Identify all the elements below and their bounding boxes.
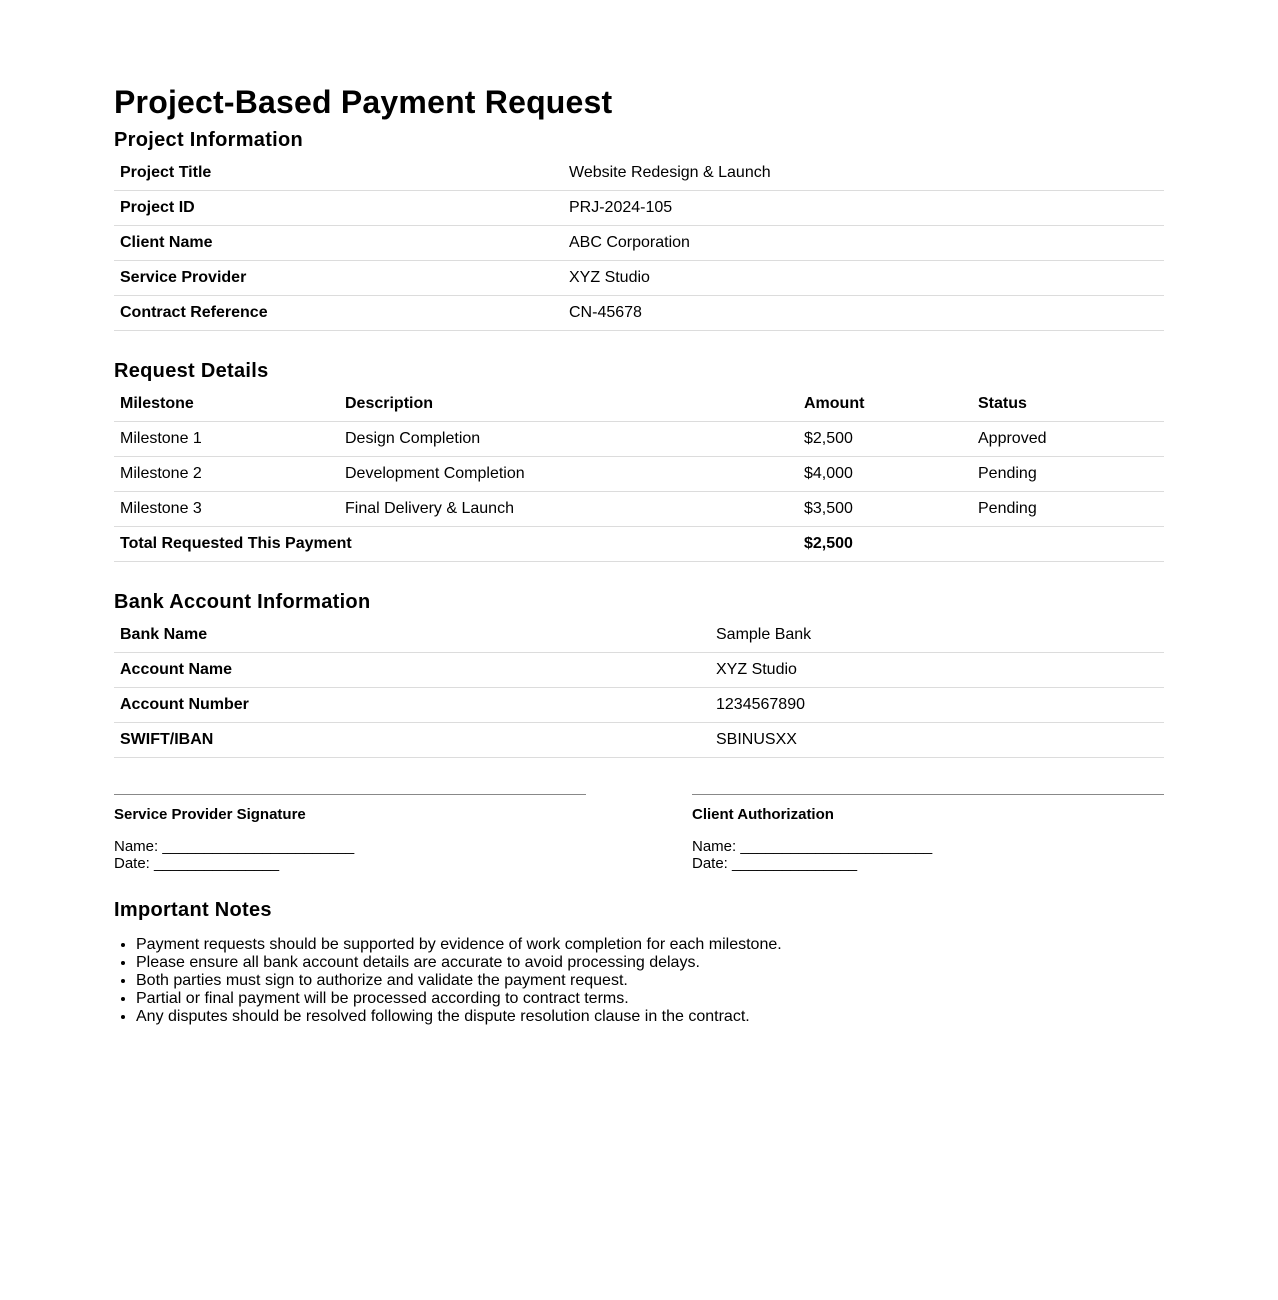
client-name-label: Client Name bbox=[114, 226, 563, 261]
notes-list bbox=[114, 936, 1164, 1026]
total-label: Total Requested This Payment bbox=[114, 527, 798, 562]
total-status-empty bbox=[972, 527, 1164, 562]
project-info-table bbox=[114, 156, 1164, 331]
description-cell: Design Completion bbox=[339, 422, 798, 457]
table-row bbox=[114, 296, 1164, 331]
column-header-status: Status bbox=[972, 387, 1164, 422]
bank-info-heading: Bank Account Information bbox=[114, 591, 371, 613]
provider-signature-title: Service Provider Signature bbox=[114, 806, 306, 823]
table-header-row bbox=[114, 387, 1164, 422]
request-details-heading: Request Details bbox=[114, 360, 269, 382]
bank-name-value: Sample Bank bbox=[710, 618, 1164, 653]
project-id-value: PRJ-2024-105 bbox=[563, 191, 1164, 226]
milestone-cell: Milestone 1 bbox=[114, 422, 339, 457]
status-cell: Pending bbox=[972, 492, 1164, 527]
milestone-cell: Milestone 2 bbox=[114, 457, 339, 492]
project-id-label: Project ID bbox=[114, 191, 563, 226]
table-row bbox=[114, 653, 1164, 688]
table-row bbox=[114, 457, 1164, 492]
swift-iban-value: SBINUSXX bbox=[710, 723, 1164, 758]
service-provider-label: Service Provider bbox=[114, 261, 563, 296]
account-name-label: Account Name bbox=[114, 653, 710, 688]
table-row bbox=[114, 492, 1164, 527]
provider-date-line: Date: _______________ bbox=[114, 855, 280, 872]
signature-section bbox=[114, 794, 1164, 872]
table-row bbox=[114, 261, 1164, 296]
request-details-table bbox=[114, 387, 1164, 562]
table-row bbox=[114, 156, 1164, 191]
provider-signature-line bbox=[114, 794, 586, 795]
column-header-description: Description bbox=[339, 387, 798, 422]
project-info-heading: Project Information bbox=[114, 129, 304, 151]
list-item: • Payment requests should be supported by evidence of work completion for each milestone. bbox=[136, 936, 1164, 954]
client-name-line: Name: _______________________ bbox=[692, 838, 933, 855]
client-signature-title: Client Authorization bbox=[692, 806, 834, 823]
milestone-cell: Milestone 3 bbox=[114, 492, 339, 527]
table-row bbox=[114, 191, 1164, 226]
list-item: • Please ensure all bank account details are accurate to avoid processing delays. bbox=[136, 954, 1164, 972]
list-item: • Any disputes should be resolved following the dispute resolution clause in the contract. bbox=[136, 1008, 1164, 1026]
payment-request-document bbox=[114, 0, 1164, 1026]
column-header-amount: Amount bbox=[798, 387, 972, 422]
client-signature-block bbox=[692, 794, 1164, 872]
provider-name-line: Name: _______________________ bbox=[114, 838, 355, 855]
client-name-value: ABC Corporation bbox=[563, 226, 1164, 261]
provider-signature-block bbox=[114, 794, 586, 872]
notes-heading: Important Notes bbox=[114, 899, 272, 921]
table-row bbox=[114, 723, 1164, 758]
bank-info-table bbox=[114, 618, 1164, 758]
provider-signature-fields bbox=[114, 838, 586, 872]
contract-reference-label: Contract Reference bbox=[114, 296, 563, 331]
service-provider-value: XYZ Studio bbox=[563, 261, 1164, 296]
list-item: • Both parties must sign to authorize and validate the payment request. bbox=[136, 972, 1164, 990]
list-item: • Partial or final payment will be processed according to contract terms. bbox=[136, 990, 1164, 1008]
description-cell: Development Completion bbox=[339, 457, 798, 492]
total-row bbox=[114, 527, 1164, 562]
account-number-value: 1234567890 bbox=[710, 688, 1164, 723]
table-row bbox=[114, 422, 1164, 457]
status-cell: Pending bbox=[972, 457, 1164, 492]
swift-iban-label: SWIFT/IBAN bbox=[114, 723, 710, 758]
description-cell: Final Delivery & Launch bbox=[339, 492, 798, 527]
contract-reference-value: CN-45678 bbox=[563, 296, 1164, 331]
account-name-value: XYZ Studio bbox=[710, 653, 1164, 688]
client-signature-fields bbox=[692, 838, 1164, 872]
total-amount: $2,500 bbox=[798, 527, 972, 562]
table-row bbox=[114, 226, 1164, 261]
bank-name-label: Bank Name bbox=[114, 618, 710, 653]
project-title-value: Website Redesign & Launch bbox=[563, 156, 1164, 191]
amount-cell: $3,500 bbox=[798, 492, 972, 527]
client-signature-line bbox=[692, 794, 1164, 795]
table-row bbox=[114, 688, 1164, 723]
project-title-label: Project Title bbox=[114, 156, 563, 191]
amount-cell: $2,500 bbox=[798, 422, 972, 457]
page-title: Project-Based Payment Request bbox=[114, 84, 613, 120]
account-number-label: Account Number bbox=[114, 688, 710, 723]
column-header-milestone: Milestone bbox=[114, 387, 339, 422]
amount-cell: $4,000 bbox=[798, 457, 972, 492]
status-cell: Approved bbox=[972, 422, 1164, 457]
client-date-line: Date: _______________ bbox=[692, 855, 858, 872]
table-row bbox=[114, 618, 1164, 653]
